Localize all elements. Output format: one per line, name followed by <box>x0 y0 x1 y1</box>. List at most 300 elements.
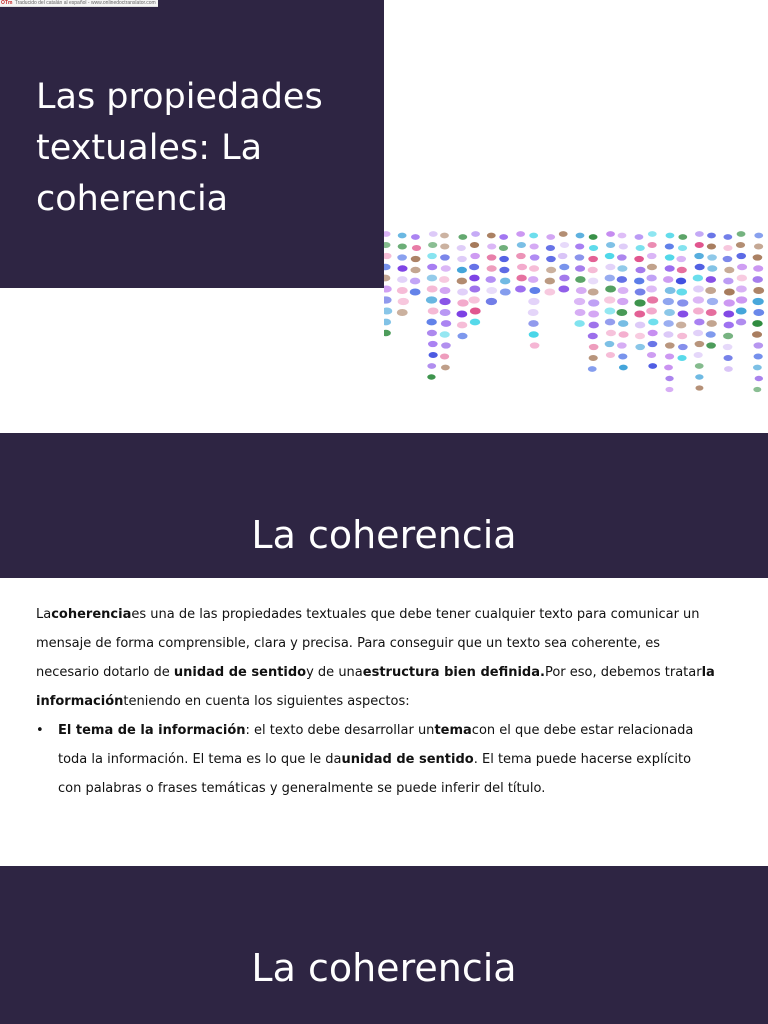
decor-dot <box>705 287 716 294</box>
decor-dot <box>516 231 525 237</box>
decor-dot <box>616 309 627 316</box>
decor-dot <box>618 287 629 294</box>
decor-dot <box>500 288 511 295</box>
decor-dot <box>427 275 437 282</box>
translation-banner[interactable] <box>0 0 158 7</box>
decor-dot <box>410 278 420 285</box>
decor-dot <box>634 299 645 306</box>
decor-dot <box>723 344 733 350</box>
decor-dot <box>384 285 392 292</box>
decor-dot <box>677 299 688 306</box>
decor-dot <box>606 352 615 358</box>
decor-dot <box>456 310 467 317</box>
decor-dot <box>575 254 585 260</box>
decor-dot <box>588 333 598 340</box>
decor-dot <box>470 319 480 326</box>
decor-dot <box>574 298 585 305</box>
intro-paragraph <box>36 600 716 716</box>
decor-dot <box>500 278 510 285</box>
decor-dot <box>469 264 479 271</box>
decor-dot <box>575 276 585 283</box>
decor-dot <box>528 298 539 305</box>
decor-dot <box>427 285 438 292</box>
decor-dot <box>529 265 539 272</box>
decor-dot <box>397 254 407 260</box>
decor-dot <box>605 275 615 282</box>
decor-dot <box>384 242 390 248</box>
decor-dot <box>441 342 451 348</box>
decor-dot <box>753 387 761 392</box>
decor-dot <box>647 352 656 358</box>
decor-dot <box>576 287 587 294</box>
decor-dot <box>647 296 658 303</box>
decor-dot <box>737 264 747 271</box>
decor-dot <box>648 231 657 237</box>
decor-dot <box>457 322 467 329</box>
decor-dot <box>724 288 735 295</box>
decor-dot <box>440 254 450 260</box>
decor-dot <box>666 233 675 239</box>
decor-dot <box>499 234 508 240</box>
decor-dot <box>427 253 437 259</box>
decor-dot <box>499 245 508 251</box>
bold-term: coherencia <box>51 607 132 622</box>
slide-header <box>0 866 768 1024</box>
decor-dot <box>693 275 703 282</box>
decor-dot <box>676 322 686 329</box>
decor-dot <box>646 275 656 282</box>
decor-dot <box>606 242 615 248</box>
decor-dot <box>427 374 435 379</box>
decor-dot <box>676 288 687 295</box>
decor-dot <box>588 278 598 285</box>
decor-dot <box>754 354 763 360</box>
decor-dot <box>663 298 674 305</box>
decor-dot <box>588 288 599 295</box>
decor-dot <box>694 319 704 326</box>
decor-dot <box>457 245 466 251</box>
decor-dot <box>588 299 599 306</box>
decor-dot <box>665 244 674 250</box>
decor-dot <box>695 374 703 379</box>
decor-dot <box>411 256 421 262</box>
decor-dot <box>559 264 569 271</box>
decor-dot <box>486 298 497 305</box>
decor-dot <box>528 320 538 327</box>
decor-dot <box>617 342 627 348</box>
decor-dot <box>665 254 675 260</box>
decor-dot <box>427 264 437 271</box>
decor-dot <box>440 244 449 250</box>
decor-dot <box>384 275 390 282</box>
decor-dot <box>648 341 658 347</box>
decor-dot <box>546 267 556 274</box>
decor-dot <box>618 354 627 360</box>
decor-dot <box>428 307 439 314</box>
decor-dot <box>634 310 645 317</box>
decor-dot <box>678 234 687 240</box>
decor-dot <box>384 307 392 314</box>
decor-dot <box>618 233 627 239</box>
decor-dot <box>530 342 540 348</box>
decor-dot <box>617 265 627 272</box>
decor-dot <box>663 276 673 283</box>
decor-dot <box>619 331 629 338</box>
decor-dot <box>397 287 408 294</box>
decor-dot <box>427 363 436 369</box>
decor-dot <box>693 296 704 303</box>
decor-dot <box>619 244 628 250</box>
decor-dot <box>546 234 555 240</box>
decor-dot <box>397 309 408 316</box>
decor-dot <box>678 344 688 350</box>
title-slide <box>0 0 768 432</box>
decor-dot <box>753 309 764 316</box>
decor-dot <box>707 265 717 272</box>
decor-dot <box>648 363 657 369</box>
decor-dot <box>707 233 716 239</box>
decor-dot <box>559 275 569 282</box>
decor-dot <box>753 298 764 305</box>
decor-dot <box>634 278 644 285</box>
decor-dot <box>426 319 436 326</box>
decor-dot <box>558 285 569 292</box>
decor-dot <box>618 320 628 327</box>
decor-dot <box>528 276 538 283</box>
decor-dot <box>737 231 746 237</box>
bullet-item <box>36 716 716 803</box>
decor-dot <box>440 233 449 239</box>
decor-dot <box>429 231 438 237</box>
decor-dot <box>605 285 616 292</box>
decor-dot <box>469 275 479 282</box>
decor-dot <box>440 331 450 338</box>
decor-dot <box>694 352 703 358</box>
decor-dot <box>753 287 764 294</box>
decor-dot <box>398 233 407 239</box>
decor-dot <box>458 234 467 240</box>
bullet-text: : el texto debe desarrollar un <box>245 723 435 738</box>
decor-dot <box>736 307 747 314</box>
decor-dot <box>694 253 704 259</box>
decor-dot <box>707 298 718 305</box>
decor-dot <box>605 319 615 326</box>
decor-dot <box>529 287 540 294</box>
decor-dot <box>619 365 628 371</box>
decor-dot <box>457 267 467 274</box>
decor-dot <box>428 242 437 248</box>
decor-dot <box>635 344 645 350</box>
decor-dot <box>695 264 705 271</box>
decor-dot <box>754 342 764 348</box>
decor-dot <box>440 354 449 360</box>
decor-dot <box>588 267 598 274</box>
decor-dot <box>559 231 568 237</box>
decor-dot <box>754 244 763 250</box>
decor-dot <box>665 354 674 360</box>
decor-dot <box>486 287 497 294</box>
decor-dot <box>428 341 438 347</box>
decor-dot <box>545 278 555 285</box>
bold-term: El tema de la información <box>58 723 246 738</box>
decor-dot <box>429 352 438 358</box>
decor-dot <box>605 341 615 347</box>
decor-dot <box>606 231 615 237</box>
decor-dot <box>439 298 450 305</box>
decor-dot <box>575 265 585 272</box>
decor-dot <box>677 355 686 361</box>
decor-dot <box>441 365 450 371</box>
decor-dot <box>706 331 716 338</box>
decor-dot <box>753 254 763 260</box>
decor-dot <box>470 307 481 314</box>
decor-dot <box>677 333 687 340</box>
paragraph-text: y de una <box>306 665 363 680</box>
decor-dot <box>737 275 747 282</box>
decor-dot <box>589 355 598 361</box>
decor-dot <box>426 296 437 303</box>
decor-dot <box>664 365 673 371</box>
decor-dot <box>695 341 705 347</box>
decor-dot <box>487 265 497 272</box>
bold-term: la información <box>36 665 715 709</box>
bold-term: tema <box>434 723 472 738</box>
decor-dot <box>397 265 407 272</box>
decor-dot <box>736 285 747 292</box>
decor-dot <box>707 244 716 250</box>
decor-dot <box>588 310 599 317</box>
decor-dot <box>487 254 497 260</box>
title-panel <box>0 0 384 288</box>
decor-dot <box>617 298 628 305</box>
decor-dot <box>664 309 675 316</box>
decor-dot <box>724 355 733 361</box>
decor-dot <box>693 285 704 292</box>
decor-dot <box>470 242 479 248</box>
decor-dot <box>636 245 645 251</box>
decor-dot <box>440 309 451 316</box>
decor-dot <box>665 287 676 294</box>
decor-dot <box>516 275 526 282</box>
decor-dot <box>723 256 733 262</box>
decor-dot <box>440 287 451 294</box>
decor-dot <box>575 244 584 250</box>
decor-dot <box>530 254 540 260</box>
decor-dot <box>412 245 421 251</box>
decor-dot <box>589 234 598 240</box>
decor-dot <box>736 242 745 248</box>
decor-dot <box>663 320 673 327</box>
decor-dot <box>677 267 687 274</box>
decor-dot <box>723 278 733 285</box>
decor-dot <box>648 330 658 337</box>
decor-dot <box>724 299 735 306</box>
decor-dot <box>754 233 763 239</box>
decor-dot <box>605 264 615 271</box>
decor-dot <box>575 309 586 316</box>
decor-dot <box>588 322 598 329</box>
decor-dot <box>707 254 717 260</box>
decor-dot <box>665 376 673 381</box>
decor-dot <box>752 276 762 283</box>
decor-dot <box>752 331 762 338</box>
decor-dot <box>646 307 657 314</box>
decor-dot <box>723 245 732 251</box>
decor-dot <box>695 363 704 369</box>
slide-title: Las propiedades textuales: La coherencia <box>36 77 323 219</box>
decor-dot <box>723 234 732 240</box>
bold-term: unidad de sentido <box>173 665 307 680</box>
decor-dot <box>398 244 407 250</box>
decor-dot <box>676 256 686 262</box>
decor-dot <box>693 330 703 337</box>
decor-dot <box>605 253 615 259</box>
decor-dot <box>678 310 689 317</box>
decor-dot <box>515 285 526 292</box>
decor-dot <box>469 285 480 292</box>
decor-dot <box>723 310 734 317</box>
decor-dot <box>457 278 467 285</box>
decor-dot <box>604 307 615 314</box>
decor-dot <box>546 256 556 262</box>
decor-dot <box>470 253 480 259</box>
decor-dot <box>617 254 627 260</box>
translator-logo: OTm <box>1 0 13 6</box>
decor-dot <box>410 288 421 295</box>
decor-dot <box>457 288 468 295</box>
decor-dot <box>384 253 392 259</box>
decor-dot <box>635 333 645 340</box>
paragraph-text: es una de las propiedades textuales que debe tener cualquier texto para comunicar un mensaje de forma comprensible, clara y precisa. Para conseguir que un texto sea coherente, es necesario dotarlo de <box>36 607 700 680</box>
decor-dot <box>499 267 509 274</box>
decor-dot <box>384 264 391 271</box>
decor-dot <box>646 285 657 292</box>
decor-dot <box>384 296 392 303</box>
decor-dot <box>588 366 597 372</box>
bullet-text: con el que debe estar relacionada toda la información. El tema es lo que le da <box>58 723 694 767</box>
decor-dot <box>678 245 687 251</box>
decor-dot <box>635 234 644 240</box>
decor-dot <box>487 233 496 239</box>
decor-dot <box>635 267 645 274</box>
decor-dot <box>517 242 526 248</box>
decor-dot <box>384 330 391 337</box>
decor-dot <box>695 242 704 248</box>
decor-dot <box>560 242 569 248</box>
section-heading: La coherencia <box>251 946 517 990</box>
decor-dot <box>588 256 598 262</box>
bold-term: estructura bien definida. <box>362 665 545 680</box>
decor-dot <box>693 307 704 314</box>
section-heading: La coherencia <box>251 513 517 557</box>
decor-dot <box>558 253 568 259</box>
decor-dot <box>663 331 673 338</box>
decor-dot <box>752 320 762 327</box>
decor-dot <box>635 322 645 329</box>
decor-dot <box>589 344 599 350</box>
decor-dot <box>589 245 598 251</box>
decor-dot <box>439 276 449 283</box>
decor-dot <box>397 276 407 283</box>
decor-dot <box>695 385 703 390</box>
decor-dot <box>723 333 733 340</box>
dots-decoration <box>384 220 768 432</box>
decor-dot <box>530 244 539 250</box>
bullet-text: . El tema puede hacerse explícito con palabras o frases temáticas y generalmente se puede inferir del título. <box>58 752 692 796</box>
decor-dot <box>647 253 657 259</box>
decor-dot <box>516 253 526 259</box>
decor-dot <box>410 267 420 274</box>
paragraph-text: Por eso, debemos tratar <box>544 665 702 680</box>
decor-dot <box>529 331 539 338</box>
decor-dot <box>576 233 585 239</box>
decor-dot <box>676 278 686 285</box>
slide-body <box>36 600 716 803</box>
decor-dot <box>736 296 747 303</box>
decor-dot <box>441 265 451 272</box>
decor-dot <box>706 276 716 283</box>
slide-header <box>0 433 768 578</box>
decor-dot <box>635 288 646 295</box>
decor-dot <box>736 253 746 259</box>
decor-dot <box>441 320 451 327</box>
decor-dot <box>517 264 527 271</box>
decor-dot <box>724 322 734 329</box>
decor-dot <box>411 234 420 240</box>
decor-dot <box>457 299 468 306</box>
decor-dot <box>695 231 704 237</box>
paragraph-text: teniendo en cuenta los siguientes aspectos: <box>123 694 410 709</box>
decor-dot <box>753 265 763 272</box>
decor-dot <box>706 342 716 348</box>
decor-dot <box>487 244 496 250</box>
decor-dot <box>574 320 584 327</box>
decor-dot <box>648 319 658 326</box>
decor-dot <box>665 387 673 392</box>
decor-dot <box>724 267 734 274</box>
decor-dot <box>471 231 480 237</box>
decor-dot <box>665 265 675 272</box>
decor-dot <box>457 256 467 262</box>
translation-notice: Traducido del catalán al español - www.onlinedoctranslator.com <box>14 0 156 6</box>
decor-dot <box>634 256 644 262</box>
decor-dot <box>606 330 616 337</box>
decor-dot <box>529 233 538 239</box>
decor-dot <box>604 296 615 303</box>
decor-dot <box>546 245 555 251</box>
bold-term: unidad de sentido <box>341 752 474 767</box>
decor-dot <box>724 366 733 372</box>
bullet-marker: • <box>36 723 44 738</box>
decor-dot <box>706 309 717 316</box>
paragraph-text: La <box>36 607 52 622</box>
decor-dot <box>427 330 437 337</box>
decor-dot <box>528 309 539 316</box>
decor-dot <box>384 319 391 326</box>
decor-dot <box>753 365 762 371</box>
decor-dot <box>544 288 555 295</box>
decor-dot <box>647 264 657 271</box>
decor-dot <box>648 242 657 248</box>
decor-dot <box>499 256 509 262</box>
decor-dot <box>755 376 763 381</box>
decor-dot <box>617 276 627 283</box>
decor-dot <box>398 298 409 305</box>
decor-dot <box>457 333 467 340</box>
decor-dot <box>384 231 391 237</box>
decor-dot <box>706 320 716 327</box>
decor-dot <box>665 342 675 348</box>
